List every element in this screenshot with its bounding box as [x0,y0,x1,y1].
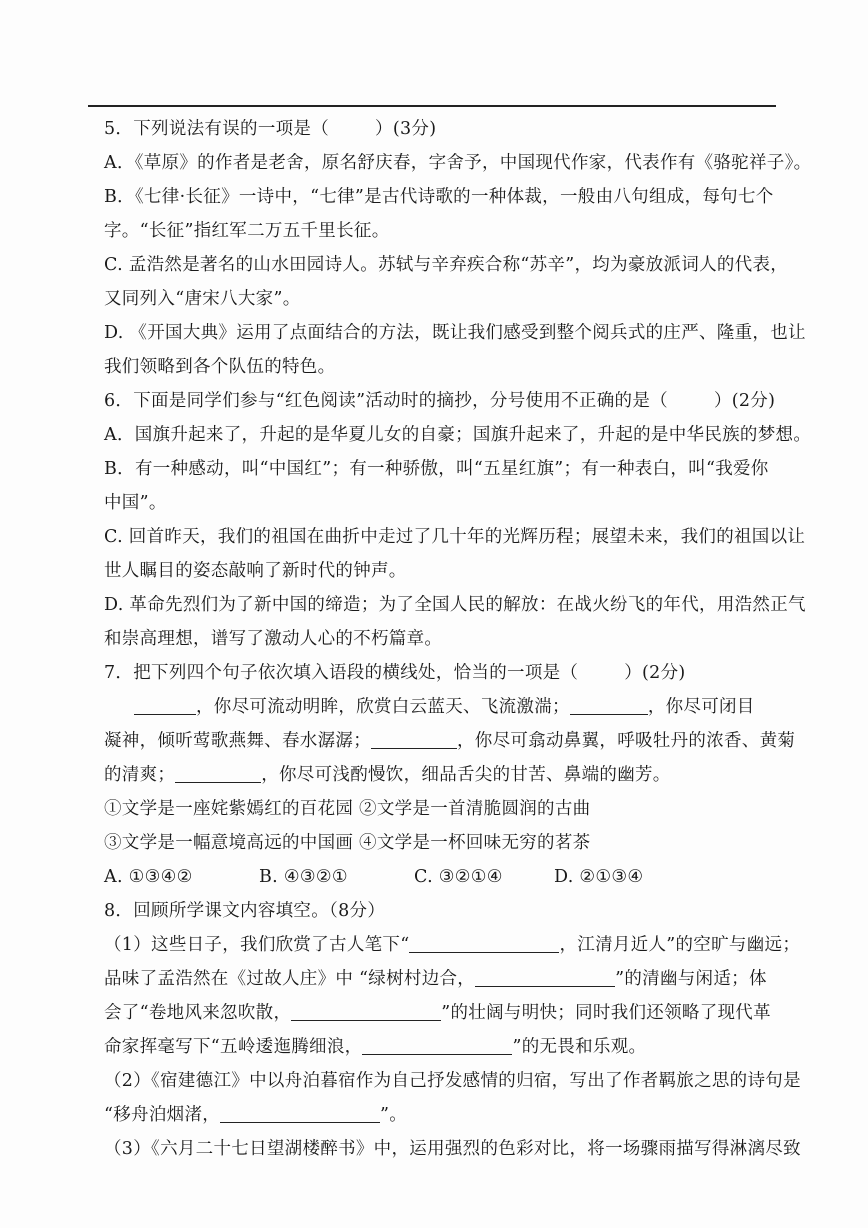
q7-option-c[interactable]: C. ③②①④ [414,867,503,887]
q7-passage-line-3 [104,758,794,792]
q7-passage-text: ，你尽可闭目 [647,697,755,717]
q7-blank-3[interactable] [371,728,457,749]
q6-option-b-cont: 中国”。 [104,493,167,513]
q6-stem [104,384,794,418]
q5-option-b-cont: 字。“长征”指红军二万五千里长征。 [104,221,390,241]
q5-option-c: C. 孟浩然是著名的山水田园诗人。苏轼与辛弃疾合称“苏辛”，均为豪放派词人的代表， [104,255,789,275]
q6-stem-text: 6．下面是同学们参与“红色阅读”活动时的摘抄，分号使用不正确的是（ [104,391,668,411]
q8-text: ”的清幽与闲适；体 [615,969,767,989]
q5-option-a: A．《草原》的作者是老舍，原名舒庆春，字舍予，中国现代作家，代表作有《骆驼祥子》。 [104,153,812,173]
q7-passage-text: ，你尽可流动明眸，欣赏白云蓝天、飞流激湍； [196,697,570,717]
q7-blank-4[interactable] [175,762,261,783]
exam-page [104,112,812,1166]
q5-option-c-cont: 又同列入“唐宋八大家”。 [104,289,301,309]
q7-passage-text: ，你尽可浅酌慢饮，细品舌尖的甘苦、鼻端的幽芳。 [261,765,671,785]
q7-sentences-3-4: ③文学是一幅意境高远的中国画 ④文学是一杯回味无穷的茗茶 [104,833,591,853]
q5-option-d-cont: 我们领略到各个队伍的特色。 [104,357,336,377]
q6-option-a: A．国旗升起来了，升起的是华夏儿女的自豪；国旗升起来了，升起的是中华民族的梦想。 [104,425,812,445]
q8-part1-line-4 [104,1030,794,1064]
q6-option-d: D. 革命先烈们为了新中国的缔造；为了全国人民的解放：在战火纷飞的年代，用浩然正气 [104,595,806,615]
q7-stem-text: 7．把下列四个句子依次填入语段的横线处，恰当的一项是（ [104,663,579,683]
q7-passage-text: 的清爽； [104,765,176,785]
q7-sentences-1-2: ①文学是一座姹紫嫣红的百花园 ②文学是一首清脆圆润的古曲 [104,799,591,819]
q8-text: “移舟泊烟渚， [104,1105,221,1125]
q8-part2-line-1: （2）《宿建德江》中以舟泊暮宿作为自己抒发感情的归宿，写出了作者羁旅之思的诗句是 [104,1071,801,1091]
q8-text: ”的无畏和乐观。 [512,1037,647,1057]
q8-text: 命家挥毫写下“五岭逶迤腾细浪， [104,1037,363,1057]
q8-text: （1）这些日子，我们欣赏了古人笔下“ [104,935,410,955]
q6-option-c: C. 回首昨天，我们的祖国在曲折中走过了几十年的光辉历程；展望未来，我们的祖国以让 [104,527,806,547]
q8-blank-5[interactable] [220,1102,380,1123]
q7-option-d[interactable]: D. ②①③④ [554,867,644,887]
q8-text: ”。 [380,1105,408,1125]
q7-stem [104,656,794,690]
q8-stem: 8．回顾所学课文内容填空。（8分） [104,901,386,921]
q8-text: ，江清月近人”的空旷与幽远； [559,935,801,955]
q7-passage-line-2 [104,724,794,758]
q6-option-d-cont: 和崇高理想，谱写了激动人心的不朽篇章。 [104,629,443,649]
q8-part2-line-2 [104,1098,794,1132]
q8-text: 会了“卷地风来忽吹散， [104,1003,292,1023]
q7-passage-text: ，你尽可翕动鼻翼，呼吸牡丹的浓香、黄菊 [457,731,796,751]
q8-part1-line-3 [104,996,794,1030]
q7-option-b[interactable]: B. ④③②① [259,867,348,887]
header-divider [88,105,776,107]
q8-blank-3[interactable] [291,1000,441,1021]
q5-points: ）(3分) [375,119,437,139]
q5-option-d: D. 《开国大典》运用了点面结合的方法，既让我们感受到整个阅兵式的庄严、隆重，也让 [104,323,806,343]
q8-blank-4[interactable] [362,1034,512,1055]
q5-stem-text: 5．下列说法有误的一项是（ [104,119,330,139]
q8-blank-2[interactable] [475,966,615,987]
q5-stem [104,112,794,146]
q8-part1-line-1 [104,928,801,962]
q6-option-c-cont: 世人瞩目的姿态敲响了新时代的钟声。 [104,561,407,581]
q6-option-b: B．有一种感动，叫“中国红”；有一种骄傲，叫“五星红旗”；有一种表白，叫“我爱你 [104,459,769,479]
q8-part1-line-2 [104,962,794,996]
q8-blank-1[interactable] [409,932,559,953]
q6-points: ）(2分) [713,391,776,411]
q5-option-b: B．《七律·长征》一诗中，“七律”是古代诗歌的一种体裁，一般由八句组成，每句七个 [104,187,774,207]
q7-blank-2[interactable] [570,694,648,715]
q7-passage-text: 凝神，倾听莺歌燕舞、春水潺潺； [104,731,371,751]
q7-points: ）(2分) [624,663,686,683]
q7-passage-line-1 [104,690,794,724]
q8-part3-line-1: （3）《六月二十七日望湖楼醉书》中，运用强烈的色彩对比，将一场骤雨描写得淋漓尽致 [104,1139,801,1159]
q7-options [104,860,794,894]
q7-option-a[interactable]: A. ①③④② [104,867,193,887]
q8-text: 品味了孟浩然在《过故人庄》中 “绿树村边合， [104,969,476,989]
q7-blank-1[interactable] [134,694,196,715]
q8-text: ”的壮阔与明快；同时我们还领略了现代革 [441,1003,771,1023]
